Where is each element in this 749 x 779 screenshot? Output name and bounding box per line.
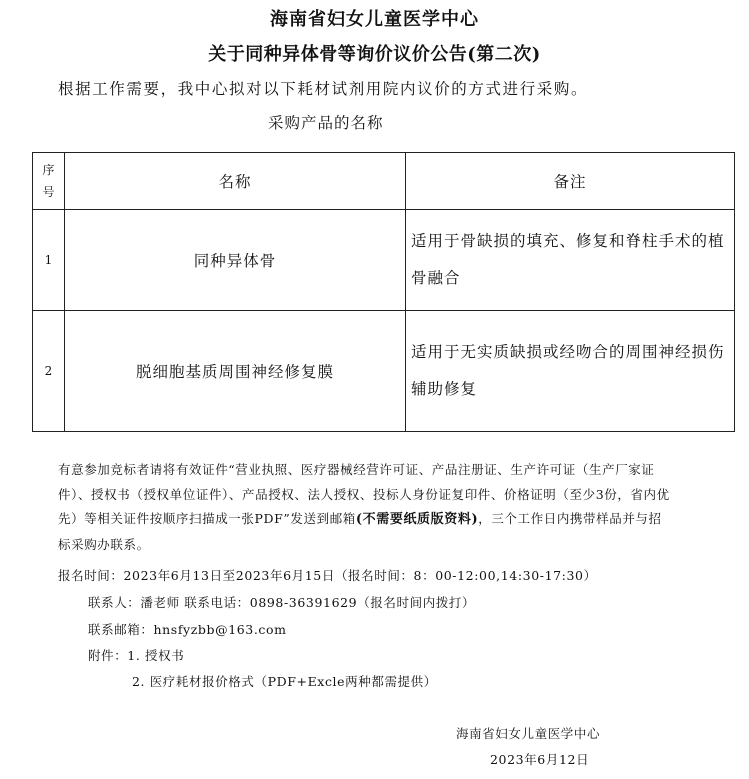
signature-date: 2023年6月12日 (490, 752, 590, 767)
contact-email[interactable]: 联系邮箱：hnsfyzbb@163.com (88, 622, 287, 637)
row-name: 同种异体骨 (65, 210, 406, 310)
row-remark: 适用于骨缺损的填充、修复和脊柱手术的植骨融合 (406, 210, 735, 310)
header-no-label: 序号 (42, 163, 55, 200)
attachment-2: 2. 医疗耗材报价格式（PDF+Excle两种都需提供） (132, 674, 437, 689)
row-no: 2 (33, 310, 65, 431)
org-title: 海南省妇女儿童医学中心 (270, 9, 479, 30)
header-no (33, 153, 65, 210)
header-name: 名称 (65, 153, 406, 210)
notice-bold: (不需要纸质版资料) (355, 512, 479, 527)
contact-info: 联系人：潘老师 联系电话：0898-36391629（报名时间内拨打） (88, 595, 476, 610)
table-row (33, 210, 735, 310)
notice-text-after: ，三个工作日内携带样品并与招标采购办联系。 (58, 511, 662, 552)
notice-title: 关于同种异体骨等询价议价公告(第二次) (208, 44, 541, 65)
header-remark: 备注 (406, 153, 735, 210)
row-no: 1 (33, 210, 65, 310)
product-table (32, 152, 735, 432)
row-remark: 适用于无实质缺损或经吻合的周围神经损伤辅助修复 (406, 310, 735, 431)
intro-paragraph: 根据工作需要，我中心拟对以下耗材试剂用院内议价的方式进行采购。 (58, 80, 589, 98)
row-name: 脱细胞基质周围神经修复膜 (65, 310, 406, 431)
table-row (33, 310, 735, 431)
attachment-1: 附件：1. 授权书 (88, 648, 185, 663)
notice-text: 有意参加竞标者请将有效证件“营业执照、医疗器械经营许可证、产品注册证、生产许可证（生产厂家证件）、授权书（授权单位证件）、产品授权、法人授权、投标人身份证复印件、价格证明（至少3份，省内优先）等相关证件按顺序扫描成一张PDF”发送到邮箱 (58, 462, 670, 526)
signature-org: 海南省妇女儿童医学中心 (456, 726, 601, 741)
table-header-row (33, 153, 735, 210)
notice-paragraph (58, 458, 673, 557)
registration-time: 报名时间：2023年6月13日至2023年6月15日（报名时间：8：00-12:00,14:30-17:30） (58, 568, 597, 583)
section-title: 采购产品的名称 (268, 114, 384, 132)
